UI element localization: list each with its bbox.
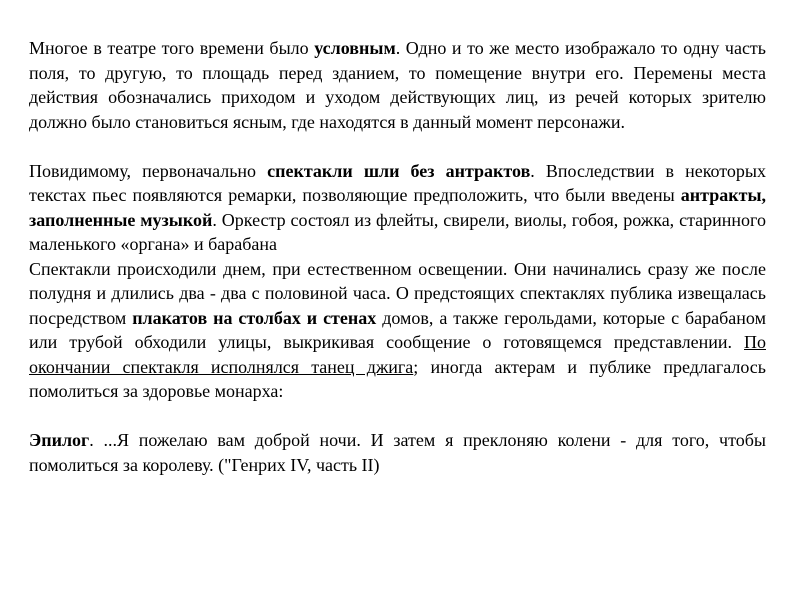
- paragraph-epilogue: [29, 428, 766, 477]
- slide-text-body: [29, 36, 766, 477]
- bold-term-posters: плакатов на столбах и стенах: [132, 307, 377, 328]
- bold-term-conventional: условным: [314, 38, 396, 58]
- bold-term-no-intermissions: спектакли шли без антрактов: [267, 160, 531, 181]
- text-run: . ...Я пожелаю вам доброй ночи. И затем я преклоняю колени - для того, чтобы помолиться за королеву. ("Генрих IV, часть II): [29, 430, 766, 475]
- text-run: Многое в театре того времени было: [29, 38, 315, 58]
- bold-term-music-intermissions: антракты, заполненные музыкой: [29, 185, 766, 230]
- text-run: ; иногда актерам и публике предлагалось помолиться за здоровье монарха:: [29, 356, 766, 401]
- paragraph-intermissions: [29, 159, 766, 257]
- text-run: домов, а также герольдами, которые с барабаном или трубой обходили улицы, выкрикивая сообщение о готовящемся представлении.: [29, 307, 766, 352]
- paragraph-conventions: [29, 36, 766, 134]
- text-run: . Впоследствии в некоторых текстах пьес появляются ремарки, позволяющие предположить, что были введены: [29, 160, 767, 205]
- paragraph-performances: [29, 257, 766, 404]
- text-run: Повидимому, первоначально: [29, 160, 268, 181]
- text-run: . Оркестр состоял из флейты, свирели, виолы, гобоя, рожка, старинного маленького «органа» и барабана: [29, 209, 766, 254]
- underlined-jig-dance: По окончании спектакля исполнялся танец джига: [29, 332, 766, 377]
- paragraph-gap: [29, 134, 766, 159]
- text-run: Спектакли происходили днем, при естественном освещении. Они начинались сразу же после полудня и длились два - два с половиной часа. О предстоящих спектаклях публика извещалась посредством: [29, 258, 766, 328]
- paragraph-gap: [29, 404, 766, 429]
- bold-term-epilogue: Эпилог: [29, 430, 90, 450]
- text-run: . Одно и то же место изображало то одну часть поля, то другую, то площадь перед зданием, то помещение внутри его. Перемены места действия обозначались приходом и уходом действующих лиц, из речей которых зрителю должно было становиться ясным, где находятся в данный момент персонажи.: [29, 38, 767, 132]
